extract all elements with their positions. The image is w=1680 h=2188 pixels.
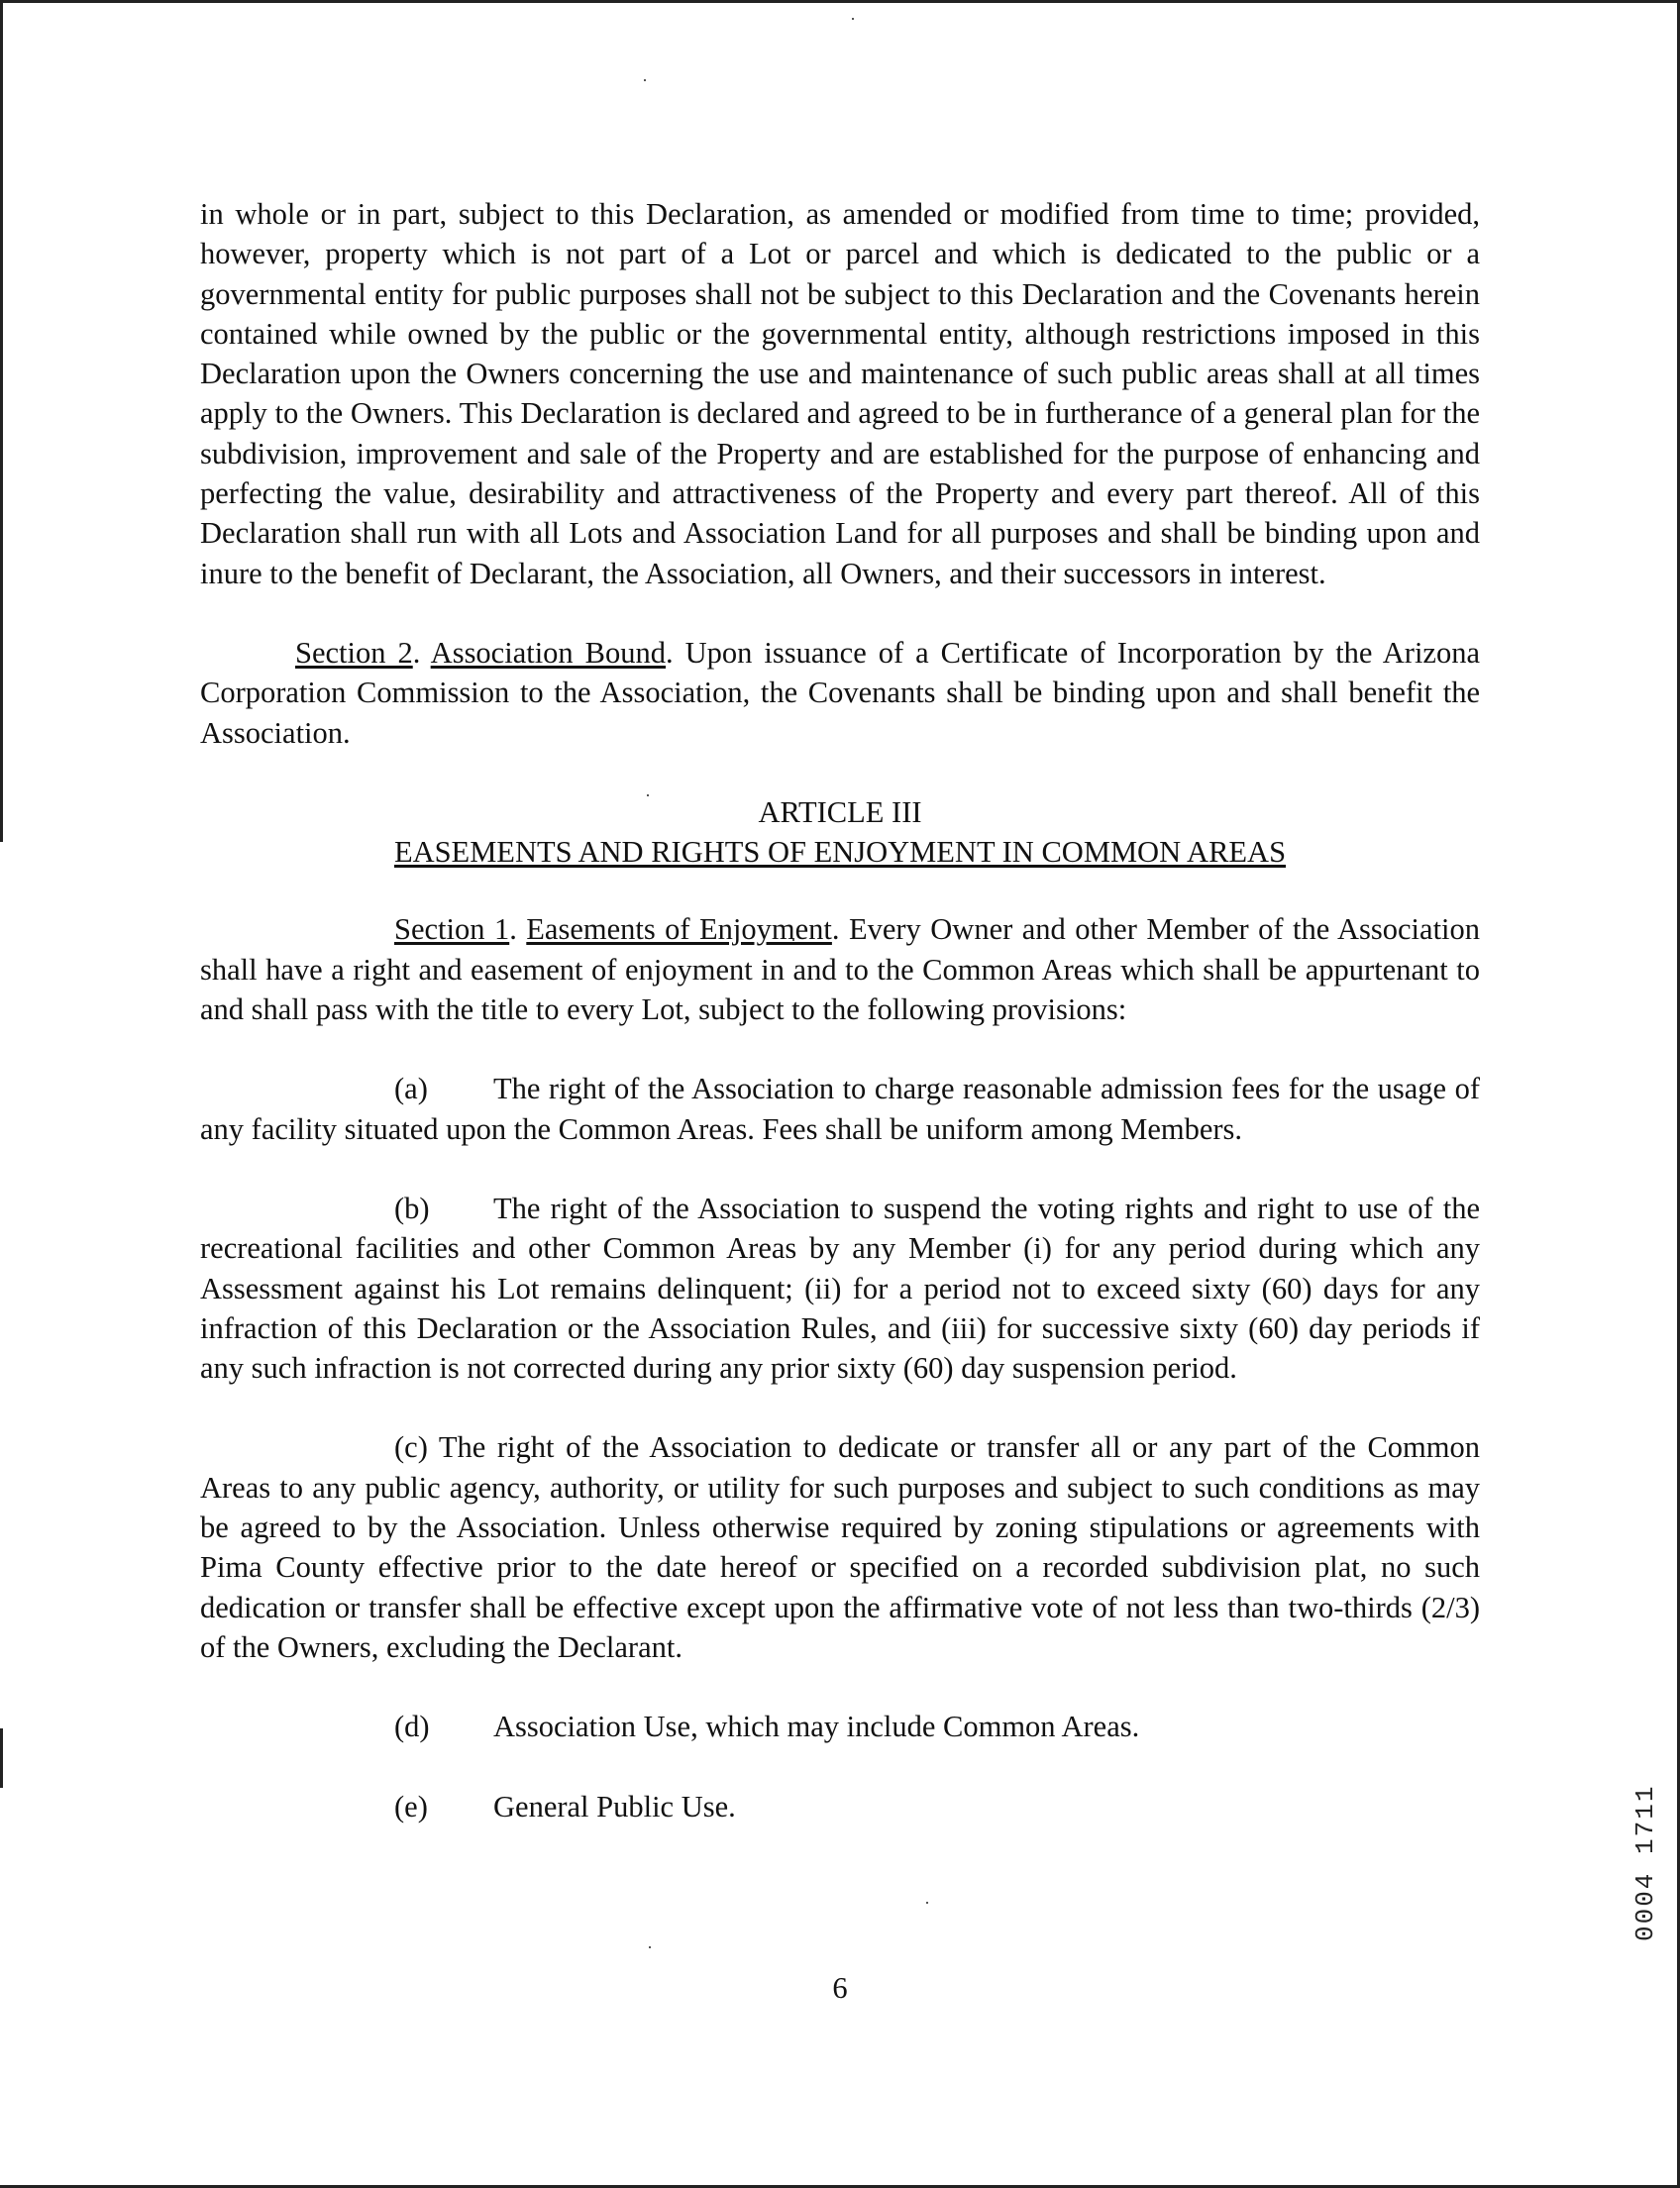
section-2-title: Association Bound bbox=[430, 635, 667, 670]
section-2-label: Section 2 bbox=[295, 635, 413, 670]
section-2-text: Upon issuance of a Certificate of Incorporation by the Arizona Corporation Commission to the Association, the Covenants shall be binding upon and shall benefit the Association. bbox=[200, 635, 1480, 750]
section-1-text: Every Owner and other Member of the Association shall have a right and easement of enjoyment in and to the Common Areas which shall be appurtenant to and shall pass with the title to every Lot, subject to the following provisions: bbox=[200, 912, 1481, 1027]
provision-d-text: Association Use, which may include Common Areas. bbox=[493, 1710, 1140, 1744]
article-title-text: EASEMENTS AND RIGHTS OF ENJOYMENT IN COMMON AREAS bbox=[393, 835, 1287, 870]
recording-stamp-text: 0004 1711 bbox=[1630, 1784, 1660, 1941]
section-2-paragraph: Section 2. Association Bound. Upon issuance of a Certificate of Incorporation by the Arizona Corporation Commission to the Association, the Covenants shall be binding upon and shall benefit the Association. bbox=[200, 635, 1480, 750]
scan-edge-left bbox=[0, 0, 3, 842]
article-title bbox=[200, 832, 1480, 872]
provision-e-text: General Public Use. bbox=[493, 1789, 736, 1823]
provision-d bbox=[394, 1707, 1480, 1746]
provision-c bbox=[200, 1427, 1480, 1667]
article-number: ARTICLE III bbox=[758, 794, 922, 829]
section-1-title: Easements of Enjoyment bbox=[526, 912, 832, 947]
opening-paragraph: in whole or in part, subject to this Declaration, as amended or modified from time to time; provided, however, property which is not part of a Lot or parcel and which is dedicated to the public or a governmental entity for public purposes shall not be subject to this Declaration and the Covenants herein contained while owned by the public or the governmental entity, although restrictions imposed in this Declaration upon the Owners concerning the use and maintenance of such public areas shall at all times apply to the Owners. This Declaration is declared and agreed to be in furtherance of a general plan for the subdivision, improvement and sale of the Property and are established for the purpose of enhancing and perfecting the value, desirability and attractiveness of the Property and every part thereof. All of this Declaration shall run with all Lots and Association Land for all purposes and shall be binding upon and inure to the benefit of Declarant, the Association, all Owners, and their successors in interest. bbox=[200, 197, 1480, 590]
provision-a bbox=[200, 1069, 1480, 1149]
provision-a-label: (a) bbox=[394, 1072, 428, 1106]
provision-a-text: The right of the Association to charge reasonable admission fees for the usage of any facility situated upon the Common Areas. Fees shall be uniform among Members. bbox=[200, 1072, 1480, 1146]
section-1-label: Section 1 bbox=[394, 912, 510, 947]
provision-e-label: (e) bbox=[394, 1789, 428, 1823]
provision-b-label: (b) bbox=[394, 1191, 430, 1225]
page-number: 6 bbox=[832, 1971, 848, 2005]
provision-c-label: (c) bbox=[394, 1430, 428, 1465]
provision-e bbox=[394, 1787, 1480, 1826]
provision-d-label: (d) bbox=[394, 1710, 430, 1744]
scan-speck bbox=[852, 18, 854, 20]
scan-speck bbox=[644, 79, 646, 81]
scan-edge-left-lower bbox=[0, 1728, 3, 1788]
provision-c-text: The right of the Association to dedicate or transfer all or any part of the Common Areas to any public agency, authority, or utility for such purposes and subject to such conditions as may be agreed to by the Association. Unless otherwise required by zoning stipulations or agreements with Pima County effective prior to the date hereof or specified on a recorded subdivision plat, no such dedication or transfer shall be effective except upon the affirmative vote of not less than two-thirds (2/3) of the Owners, excluding the Declarant. bbox=[200, 1430, 1480, 1664]
provision-b bbox=[200, 1189, 1480, 1388]
recording-stamp bbox=[1625, 1545, 1664, 1941]
document-body bbox=[200, 194, 1480, 1866]
scan-speck bbox=[926, 1902, 928, 1904]
provision-b-text: The right of the Association to suspend the voting rights and right to use of the recreational facilities and other Common Areas by any Member (i) for any period during which any Assessment against his Lot remains delinquent; (ii) for a period not to exceed sixty (60) days for any infraction of this Declaration or the Association Rules, and (iii) for successive sixty (60) day periods if any such infraction is not corrected during any prior sixty (60) day suspension period. bbox=[200, 1191, 1480, 1386]
section-1-paragraph: Section 1. Easements of Enjoyment. Every Owner and other Member of the Association shall have a right and easement of enjoyment in and to the Common Areas which shall be appurtenant to and shall pass with the title to every Lot, subject to the following provisions: bbox=[200, 912, 1481, 1027]
scan-edge-top bbox=[0, 0, 1680, 3]
scan-speck bbox=[649, 1946, 651, 1948]
